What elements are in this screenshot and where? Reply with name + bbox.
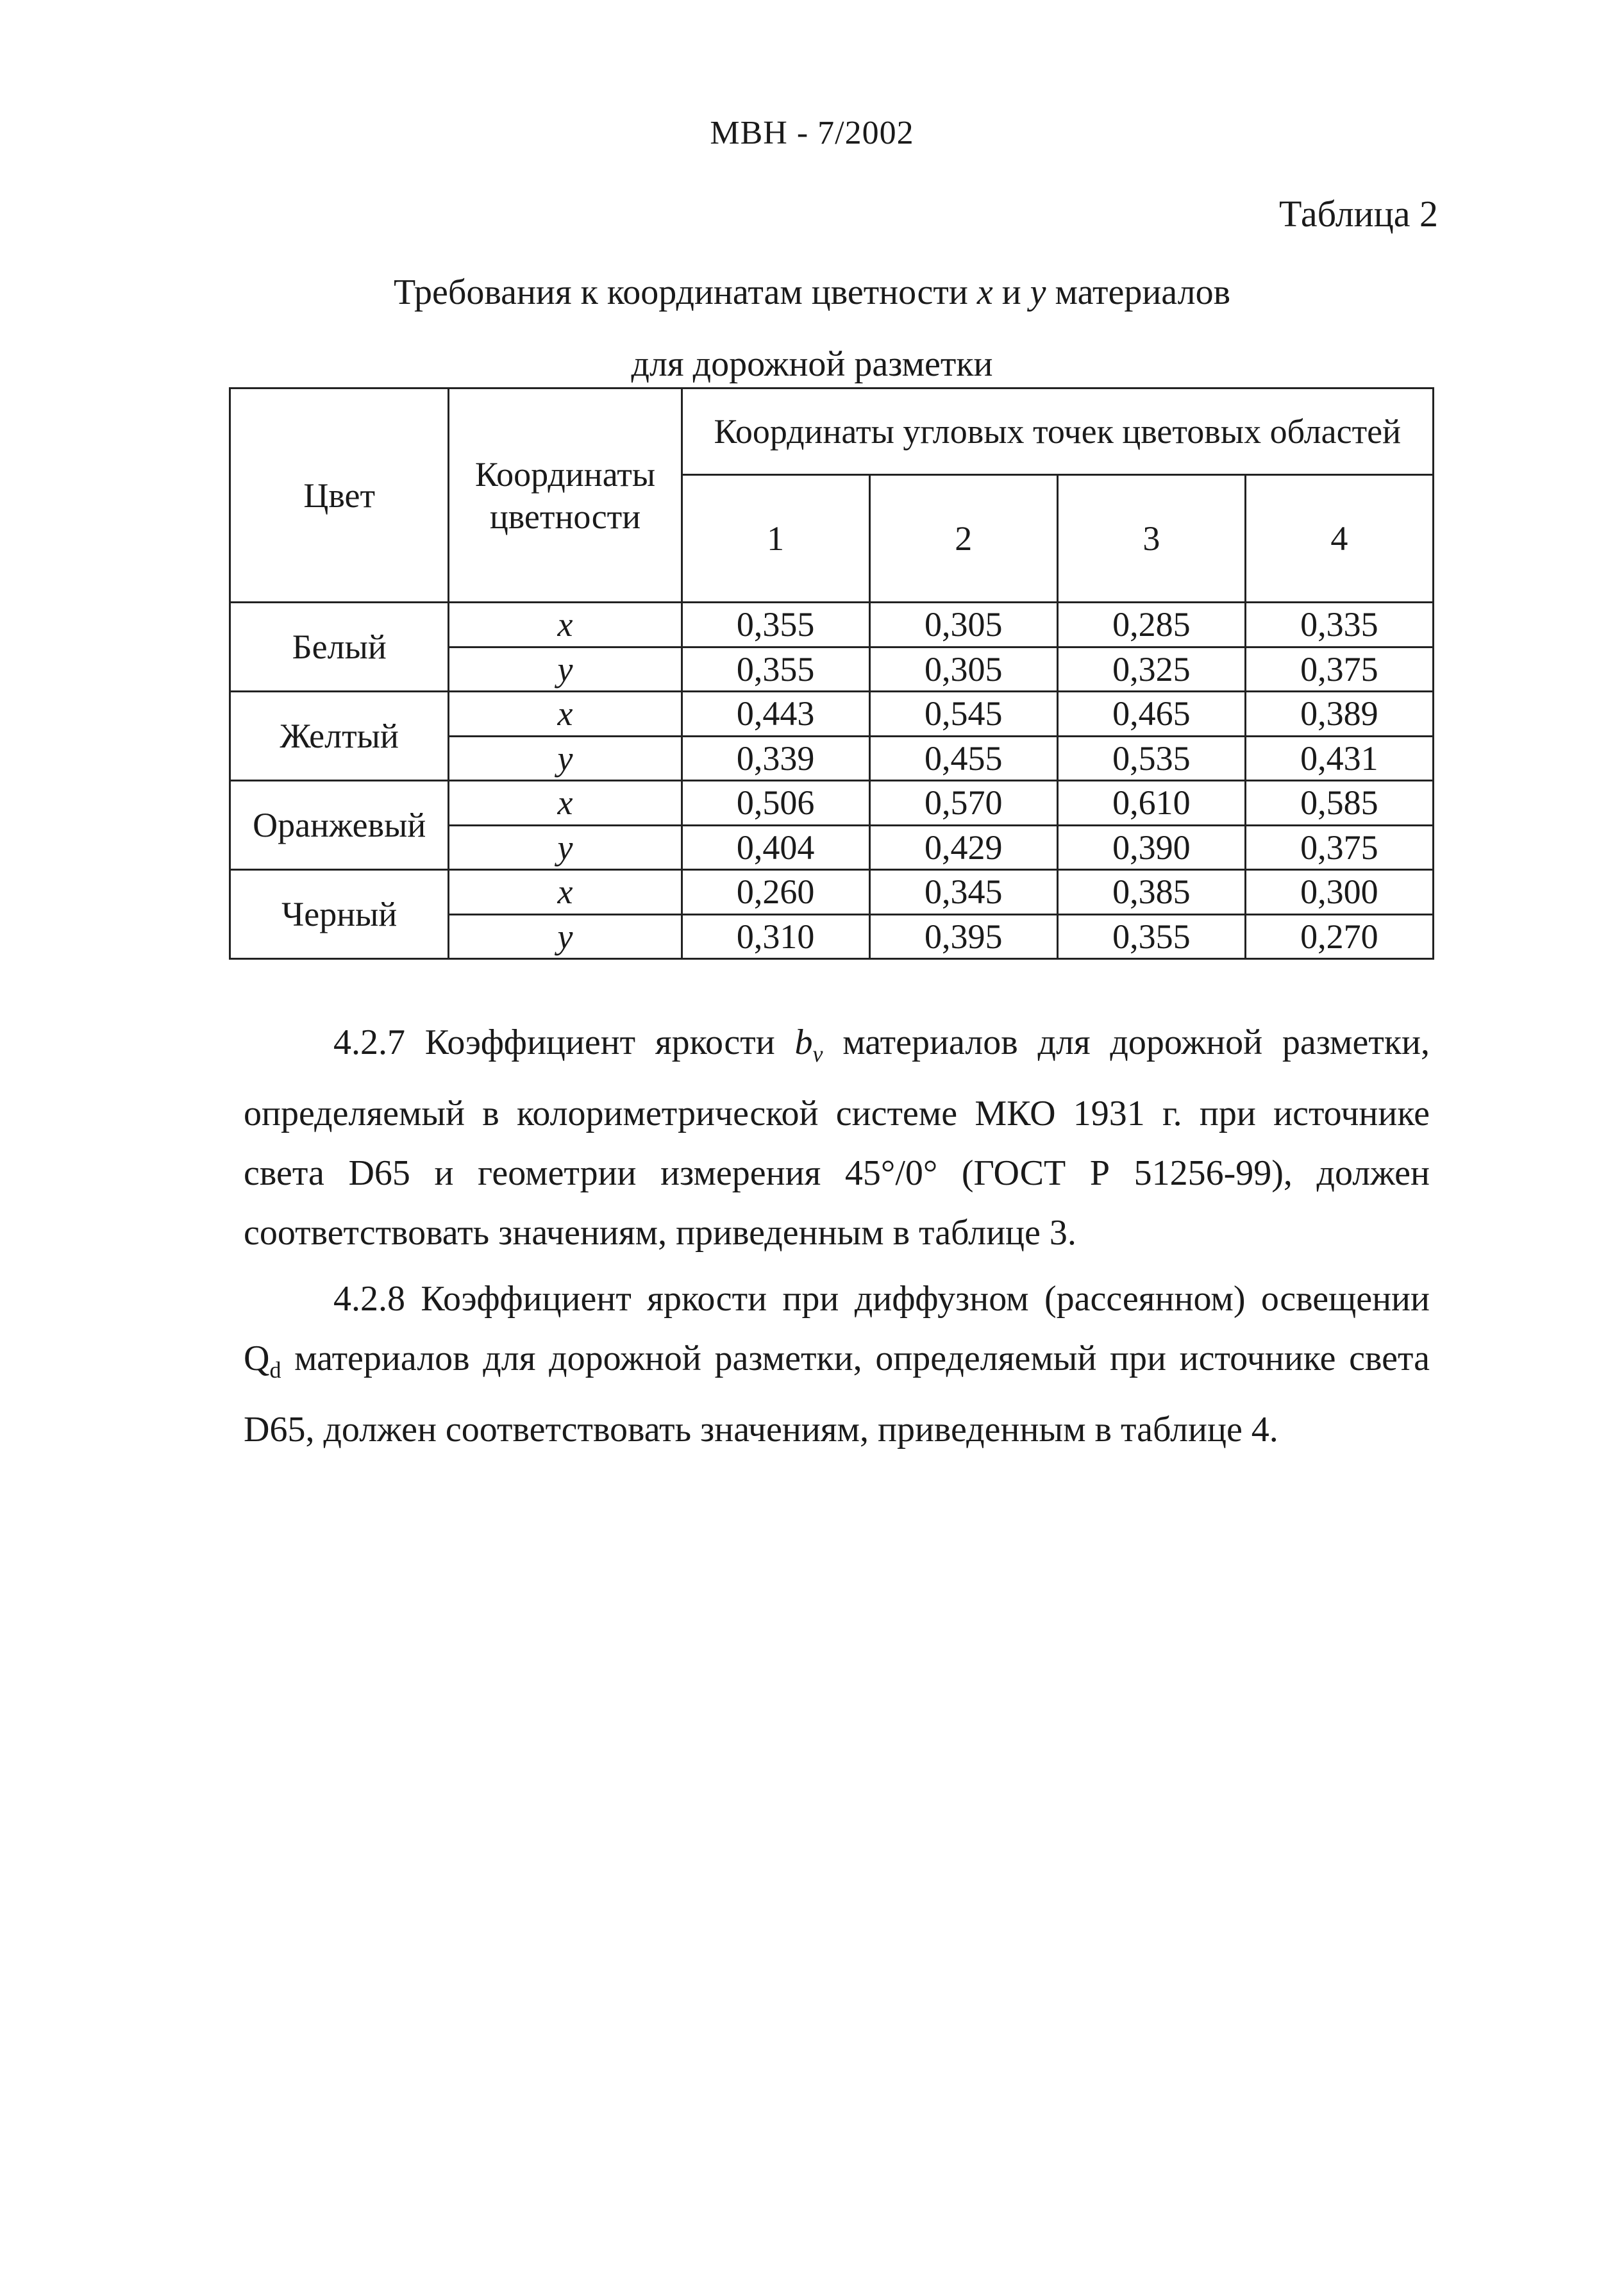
table-label: Таблица 2 bbox=[1278, 193, 1438, 235]
value-cell: 0,310 bbox=[682, 914, 869, 959]
paragraph-text bbox=[244, 1013, 1430, 1263]
table-row bbox=[230, 603, 1434, 647]
value-cell: 0,355 bbox=[682, 603, 869, 647]
value-cell: 0,335 bbox=[1245, 603, 1433, 647]
value-cell: 0,390 bbox=[1057, 825, 1245, 870]
p2-before: 4.2.8 Коэффициент яркости при диффузном (рассеянном) освещении bbox=[333, 1279, 1430, 1319]
table-title-part1: Требования к координатам цветности bbox=[393, 272, 977, 312]
value-cell: 0,389 bbox=[1245, 692, 1433, 737]
value-cell: 0,395 bbox=[869, 914, 1057, 959]
p1-after: материалов для дорожной разметки, определяемый в колориметрической системе МКО 1931 г. при источнике света D65 и геометрии измерения 45°/0° (ГОСТ Р 51256-99), должен соответствовать значениям, приведенным в таблице 3. bbox=[244, 1023, 1430, 1253]
table-title-line-1 bbox=[0, 256, 1624, 328]
value-cell: 0,610 bbox=[1057, 781, 1245, 826]
value-cell: 0,465 bbox=[1057, 692, 1245, 737]
value-cell: 0,385 bbox=[1057, 870, 1245, 915]
color-name-yellow: Желтый bbox=[230, 692, 449, 781]
header-point-1: 1 bbox=[682, 475, 869, 603]
value-cell: 0,570 bbox=[869, 781, 1057, 826]
paragraph-4-2-8 bbox=[244, 1269, 1430, 1460]
value-cell: 0,535 bbox=[1057, 736, 1245, 781]
table-title-part2: материалов bbox=[1046, 272, 1231, 312]
value-cell: 0,305 bbox=[869, 603, 1057, 647]
value-cell: 0,506 bbox=[682, 781, 869, 826]
color-name-black: Черный bbox=[230, 870, 449, 959]
table-row bbox=[230, 781, 1434, 826]
header-point-3: 3 bbox=[1057, 475, 1245, 603]
axis-label: x bbox=[449, 781, 682, 826]
axis-label: x bbox=[449, 692, 682, 737]
p2-symbol: Q bbox=[244, 1339, 270, 1378]
p2-after: материалов для дорожной разметки, определяемый при источнике света D65, должен соответствовать значениям, приведенным в таблице 4. bbox=[244, 1339, 1430, 1450]
p1-before: 4.2.7 Коэффициент яркости bbox=[333, 1023, 795, 1062]
value-cell: 0,355 bbox=[682, 647, 869, 692]
color-name-white: Белый bbox=[230, 603, 449, 692]
table-row bbox=[230, 870, 1434, 915]
value-cell: 0,339 bbox=[682, 736, 869, 781]
paragraph-text bbox=[244, 1269, 1430, 1460]
p1-symbol: b bbox=[794, 1023, 813, 1062]
value-cell: 0,585 bbox=[1245, 781, 1433, 826]
p1-symbol-sub: v bbox=[812, 1041, 823, 1067]
p2-symbol-sub: d bbox=[269, 1357, 281, 1383]
value-cell: 0,545 bbox=[869, 692, 1057, 737]
table-title-line-2: для дорожной разметки bbox=[631, 344, 993, 384]
table-title-x-var: x bbox=[976, 272, 993, 312]
table-title-middle: и bbox=[992, 272, 1030, 312]
table-title-y-var: y bbox=[1030, 272, 1046, 312]
value-cell: 0,443 bbox=[682, 692, 869, 737]
axis-label: y bbox=[449, 914, 682, 959]
value-cell: 0,455 bbox=[869, 736, 1057, 781]
header-point-2: 2 bbox=[869, 475, 1057, 603]
value-cell: 0,375 bbox=[1245, 647, 1433, 692]
value-cell: 0,404 bbox=[682, 825, 869, 870]
value-cell: 0,300 bbox=[1245, 870, 1433, 915]
axis-label: x bbox=[449, 870, 682, 915]
value-cell: 0,285 bbox=[1057, 603, 1245, 647]
header-color: Цвет bbox=[230, 388, 449, 603]
value-cell: 0,429 bbox=[869, 825, 1057, 870]
table-row bbox=[230, 692, 1434, 737]
value-cell: 0,431 bbox=[1245, 736, 1433, 781]
axis-label: y bbox=[449, 825, 682, 870]
axis-label: x bbox=[449, 603, 682, 647]
axis-label: y bbox=[449, 736, 682, 781]
value-cell: 0,345 bbox=[869, 870, 1057, 915]
color-name-orange: Оранжевый bbox=[230, 781, 449, 870]
table-title bbox=[0, 256, 1624, 400]
header-point-4: 4 bbox=[1245, 475, 1433, 603]
value-cell: 0,305 bbox=[869, 647, 1057, 692]
header-corner-points: Координаты угловых точек цветовых областей bbox=[682, 388, 1433, 475]
table-header-row bbox=[230, 388, 1434, 475]
chromaticity-table bbox=[229, 387, 1434, 960]
header-coordinates: Координаты цветности bbox=[449, 388, 682, 603]
axis-label: y bbox=[449, 647, 682, 692]
value-cell: 0,355 bbox=[1057, 914, 1245, 959]
value-cell: 0,270 bbox=[1245, 914, 1433, 959]
value-cell: 0,260 bbox=[682, 870, 869, 915]
page-header: МВН - 7/2002 bbox=[710, 115, 914, 151]
value-cell: 0,375 bbox=[1245, 825, 1433, 870]
value-cell: 0,325 bbox=[1057, 647, 1245, 692]
paragraph-4-2-7 bbox=[244, 1013, 1430, 1263]
